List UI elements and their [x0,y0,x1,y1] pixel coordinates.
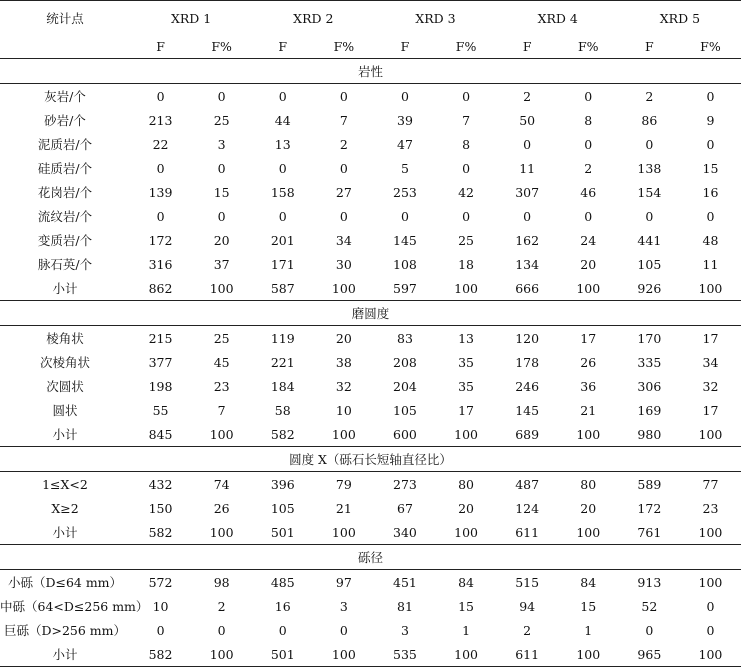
header-group-xrd3: XRD 3 [374,1,496,36]
cell-f: 441 [637,232,662,248]
cell-f: 105 [270,500,295,516]
cell-f: 582 [148,524,173,540]
cell-f: 39 [397,112,413,128]
cell-fpct: 100 [331,280,356,296]
section-title: 砾径 [0,545,741,570]
cell-f: 154 [637,184,662,200]
cell-f: 689 [515,426,540,442]
cell-fpct: 0 [584,88,593,104]
row-label: 次棱角状 [39,355,90,370]
cell-fpct: 36 [580,378,597,394]
cell-fpct: 84 [458,574,474,590]
cell-f: 172 [148,232,173,248]
cell-fpct: 21 [335,500,352,516]
row-label: 流纹岩/个 [37,209,93,224]
cell-fpct: 11 [702,256,719,272]
table-row [0,422,741,447]
cell-fpct: 2 [217,598,226,614]
cell-f: 52 [641,598,658,614]
cell-f: 926 [637,280,662,296]
cell-f: 119 [270,330,295,346]
header-group-xrd5: XRD 5 [619,1,741,36]
header-sub-f: F [374,35,435,59]
table-row [0,204,741,228]
cell-fpct: 100 [209,280,234,296]
cell-f: 2 [523,88,532,104]
row-label: 泥质岩/个 [37,137,93,152]
cell-f: 150 [148,500,173,516]
cell-f: 22 [152,136,169,152]
cell-fpct: 7 [217,402,226,418]
cell-f: 611 [497,642,558,667]
table-row [0,276,741,301]
cell-fpct: 0 [706,136,715,152]
cell-f: 172 [637,500,662,516]
cell-fpct: 46 [580,184,597,200]
cell-f: 980 [637,426,662,442]
header-sub-f: F [130,35,191,59]
cell-fpct: 7 [462,112,471,128]
table-row [0,618,741,642]
row-label: 次圆状 [46,379,84,394]
cell-f: 213 [148,112,173,128]
cell-fpct: 15 [702,160,719,176]
row-label: X≥2 [51,500,79,516]
cell-fpct: 38 [335,354,352,370]
cell-f: 169 [637,402,662,418]
row-label: 砂岩/个 [44,113,86,128]
cell-fpct: 21 [580,402,597,418]
cell-f: 965 [619,642,680,667]
cell-f: 306 [637,378,662,394]
cell-f: 171 [270,256,295,272]
cell-f: 0 [156,208,165,224]
cell-fpct: 77 [702,476,719,492]
cell-fpct: 100 [698,524,723,540]
cell-fpct: 2 [339,136,348,152]
cell-fpct: 98 [213,574,230,590]
cell-fpct: 17 [580,330,597,346]
cell-fpct: 13 [458,330,474,346]
header-sub-fpct: F% [313,35,374,59]
cell-f: 587 [270,280,295,296]
cell-f: 162 [515,232,540,248]
section-header-row [0,301,741,326]
cell-f: 81 [397,598,413,614]
cell-f: 0 [645,136,654,152]
table-row [0,374,741,398]
cell-fpct: 100 [698,280,723,296]
cell-fpct: 3 [339,598,348,614]
cell-f: 913 [637,574,662,590]
cell-fpct: 100 [331,426,356,442]
cell-fpct: 0 [339,160,348,176]
cell-fpct: 100 [576,426,601,442]
table-row [0,472,741,497]
cell-fpct: 0 [217,160,226,176]
cell-fpct: 48 [702,232,719,248]
cell-fpct: 0 [462,208,471,224]
cell-fpct: 15 [580,598,597,614]
cell-fpct: 24 [580,232,597,248]
cell-fpct: 2 [584,160,593,176]
cell-fpct: 32 [702,378,719,394]
cell-f: 2 [645,88,654,104]
cell-f: 201 [270,232,295,248]
cell-fpct: 100 [209,426,234,442]
cell-f: 2 [523,622,532,638]
cell-fpct: 100 [576,280,601,296]
table-row [0,228,741,252]
cell-fpct: 79 [335,476,352,492]
cell-fpct: 1 [462,622,471,638]
section-title: 岩性 [0,59,741,84]
section-header-row [0,59,741,84]
cell-f: 134 [515,256,540,272]
cell-f: 582 [130,642,191,667]
cell-f: 0 [645,622,654,638]
cell-f: 451 [393,574,417,590]
cell-fpct: 18 [458,256,474,272]
header-group-xrd1: XRD 1 [130,1,252,36]
cell-fpct: 25 [213,330,230,346]
cell-fpct: 0 [217,622,226,638]
row-label: 硅质岩/个 [37,161,93,176]
cell-fpct: 16 [702,184,719,200]
cell-fpct: 0 [584,208,593,224]
cell-f: 0 [156,88,165,104]
cell-f: 377 [148,354,173,370]
cell-fpct: 100 [191,642,252,667]
cell-f: 47 [397,136,413,152]
cell-fpct: 0 [706,208,715,224]
cell-fpct: 7 [339,112,348,128]
cell-fpct: 100 [436,642,497,667]
cell-fpct: 0 [339,88,348,104]
cell-fpct: 0 [584,136,593,152]
cell-fpct: 15 [213,184,230,200]
cell-f: 600 [393,426,417,442]
cell-f: 0 [523,136,532,152]
header-sub-f: F [619,35,680,59]
cell-f: 208 [393,354,417,370]
cell-f: 396 [270,476,295,492]
cell-f: 120 [515,330,540,346]
cell-f: 572 [148,574,173,590]
row-label: 花岗岩/个 [37,185,93,200]
cell-f: 501 [252,642,313,667]
cell-fpct: 42 [458,184,474,200]
cell-fpct: 20 [213,232,230,248]
section-header-row [0,545,741,570]
cell-f: 0 [523,208,532,224]
table-row [0,520,741,545]
row-label: 灰岩/个 [44,89,86,104]
row-label: 1≤X<2 [42,476,88,492]
cell-f: 0 [156,622,165,638]
cell-fpct: 23 [213,378,230,394]
row-label: 小计 [52,281,78,296]
cell-f: 158 [270,184,295,200]
cell-f: 501 [270,524,295,540]
cell-f: 0 [278,160,287,176]
cell-fpct: 23 [702,500,719,516]
cell-fpct: 32 [335,378,352,394]
cell-f: 108 [393,256,417,272]
table-row [0,132,741,156]
cell-fpct: 8 [584,112,593,128]
cell-fpct: 17 [702,402,719,418]
cell-f: 246 [515,378,540,394]
cell-f: 139 [148,184,173,200]
cell-fpct: 26 [213,500,230,516]
cell-f: 83 [397,330,413,346]
cell-f: 105 [637,256,662,272]
row-label: 棱角状 [46,331,84,346]
cell-fpct: 3 [217,136,226,152]
header-sub-fpct: F% [680,35,741,59]
cell-fpct: 100 [698,426,723,442]
cell-f: 204 [393,378,417,394]
cell-fpct: 0 [339,622,348,638]
cell-fpct: 100 [558,642,619,667]
cell-f: 597 [393,280,417,296]
cell-fpct: 35 [458,354,474,370]
table-row [0,594,741,618]
row-label: 小砾（D≤64 mm） [7,575,123,590]
cell-f: 13 [274,136,291,152]
cell-f: 86 [641,112,658,128]
cell-f: 487 [515,476,540,492]
cell-fpct: 0 [217,88,226,104]
row-label: 变质岩/个 [37,233,93,248]
cell-f: 582 [270,426,295,442]
cell-fpct: 26 [580,354,597,370]
table-body [0,1,741,667]
row-label: 脉石英/个 [37,257,93,272]
cell-fpct: 84 [580,574,597,590]
cell-fpct: 0 [706,598,715,614]
cell-fpct: 0 [217,208,226,224]
cell-f: 145 [393,232,417,248]
cell-fpct: 45 [213,354,230,370]
cell-fpct: 10 [335,402,352,418]
section-header-row [0,447,741,472]
cell-fpct: 37 [213,256,230,272]
header-row-groups [0,1,741,36]
cell-f: 215 [148,330,173,346]
cell-f: 58 [274,402,291,418]
cell-fpct: 34 [702,354,719,370]
cell-fpct: 1 [584,622,593,638]
cell-fpct: 80 [580,476,597,492]
section-title: 磨圆度 [0,301,741,326]
cell-f: 0 [400,208,409,224]
header-row-sub [0,35,741,59]
header-group-xrd2: XRD 2 [252,1,374,36]
cell-f: 170 [637,330,662,346]
table-row [0,326,741,351]
cell-fpct: 0 [462,160,471,176]
cell-f: 485 [270,574,295,590]
cell-f: 44 [274,112,291,128]
cell-fpct: 25 [213,112,230,128]
cell-fpct: 100 [454,524,478,540]
cell-fpct: 17 [458,402,474,418]
cell-fpct: 100 [698,574,723,590]
cell-fpct: 20 [580,256,597,272]
cell-f: 515 [515,574,540,590]
cell-f: 589 [637,476,662,492]
cell-f: 0 [278,88,287,104]
cell-fpct: 20 [458,500,474,516]
cell-f: 316 [148,256,173,272]
cell-f: 761 [637,524,662,540]
cell-f: 0 [156,160,165,176]
cell-fpct: 34 [335,232,352,248]
cell-fpct: 17 [702,330,719,346]
cell-f: 845 [148,426,173,442]
cell-fpct: 27 [335,184,352,200]
cell-f: 124 [515,500,540,516]
header-sub-fpct: F% [558,35,619,59]
table-row [0,108,741,132]
cell-fpct: 9 [706,112,715,128]
cell-f: 253 [393,184,417,200]
cell-f: 145 [515,402,540,418]
cell-f: 11 [519,160,536,176]
cell-fpct: 97 [335,574,352,590]
header-sub-fpct: F% [191,35,252,59]
cell-fpct: 74 [213,476,230,492]
table-row [0,496,741,520]
cell-f: 666 [515,280,540,296]
cell-f: 340 [393,524,417,540]
table-row [0,350,741,374]
table-row [0,252,741,276]
cell-fpct: 20 [335,330,352,346]
cell-fpct: 100 [680,642,741,667]
cell-fpct: 0 [706,622,715,638]
cell-fpct: 100 [576,524,601,540]
row-label: 巨砾（D>256 mm） [3,623,127,638]
section-title: 圆度 X（砾石长短轴直径比） [0,447,741,472]
cell-f: 273 [393,476,417,492]
cell-f: 16 [274,598,291,614]
cell-f: 335 [637,354,662,370]
cell-f: 221 [270,354,295,370]
header-group-xrd4: XRD 4 [497,1,619,36]
cell-f: 138 [637,160,662,176]
table-row [0,642,741,667]
cell-fpct: 8 [462,136,471,152]
header-empty-cell [0,35,130,59]
cell-f: 5 [400,160,409,176]
table-row [0,180,741,204]
cell-fpct: 100 [313,642,374,667]
row-label: 中砾（64<D≤256 mm） [0,599,149,614]
cell-fpct: 20 [580,500,597,516]
table-row [0,156,741,180]
row-label: 圆状 [52,403,78,418]
cell-fpct: 15 [458,598,474,614]
cell-fpct: 100 [209,524,234,540]
cell-fpct: 0 [706,88,715,104]
cell-f: 55 [152,402,169,418]
table-row [0,570,741,595]
cell-fpct: 30 [335,256,352,272]
cell-fpct: 35 [458,378,474,394]
table-row [0,398,741,422]
cell-f: 535 [374,642,435,667]
cell-fpct: 80 [458,476,474,492]
cell-f: 862 [148,280,173,296]
cell-fpct: 100 [331,524,356,540]
cell-f: 178 [515,354,540,370]
cell-f: 105 [393,402,417,418]
cell-f: 94 [519,598,536,614]
header-stat-point: 统计点 [0,1,130,36]
cell-f: 10 [152,598,169,614]
header-sub-fpct: F% [436,35,497,59]
cell-fpct: 100 [454,280,478,296]
cell-fpct: 0 [462,88,471,104]
cell-f: 432 [148,476,173,492]
cell-f: 0 [400,88,409,104]
cell-f: 67 [397,500,413,516]
cell-f: 184 [270,378,295,394]
cell-fpct: 100 [454,426,478,442]
header-sub-f: F [252,35,313,59]
cell-f: 50 [519,112,536,128]
cell-f: 198 [148,378,173,394]
cell-fpct: 25 [458,232,474,248]
row-label: 小计 [0,642,130,667]
cell-f: 0 [645,208,654,224]
cell-f: 0 [278,622,287,638]
cell-fpct: 0 [339,208,348,224]
row-label: 小计 [52,427,78,442]
header-sub-f: F [497,35,558,59]
table-row [0,84,741,109]
cell-f: 611 [515,524,540,540]
row-label: 小计 [52,525,78,540]
cell-f: 3 [400,622,409,638]
cell-f: 0 [278,208,287,224]
cell-f: 307 [515,184,540,200]
